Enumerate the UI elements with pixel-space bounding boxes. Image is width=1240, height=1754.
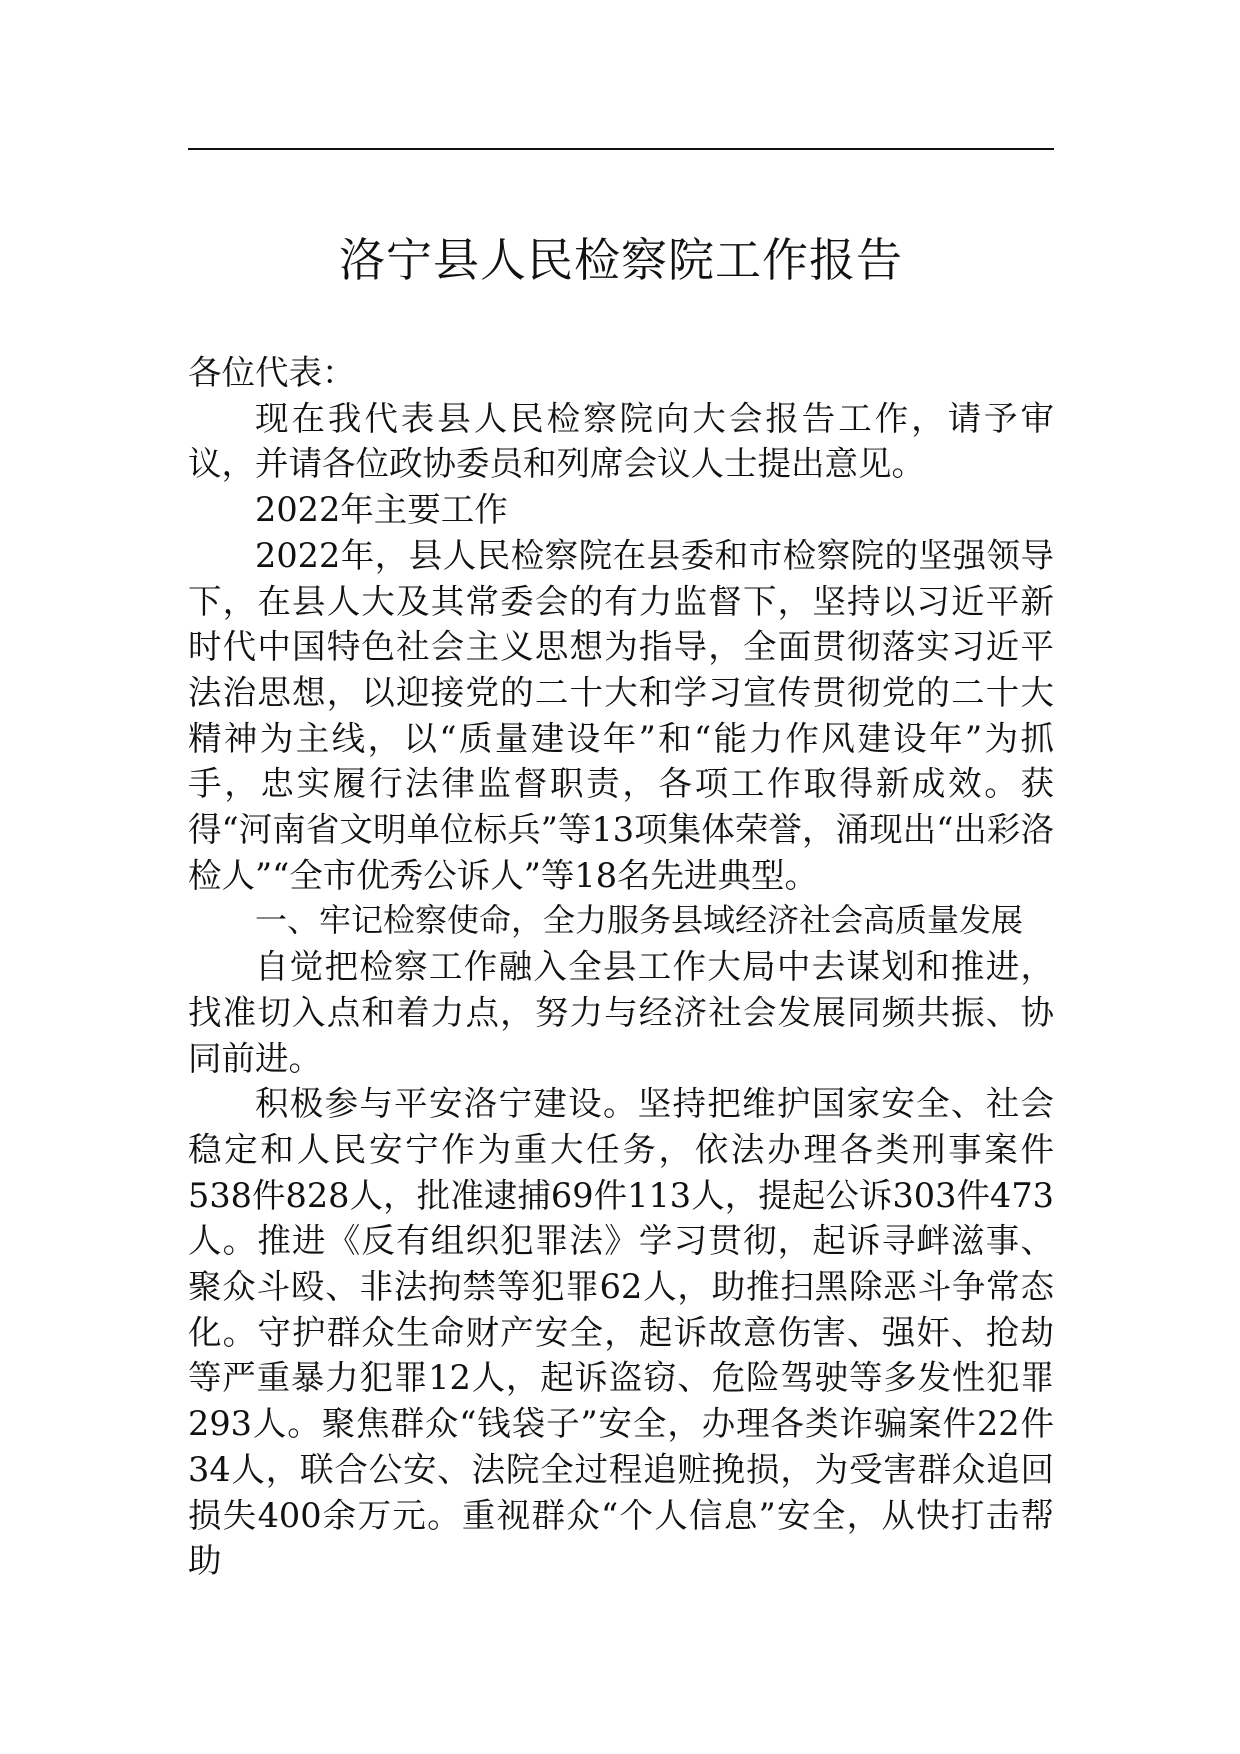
document-title: 洛宁县人民检察院工作报告 <box>339 233 903 287</box>
paragraph-intro: 现在我代表县人民检察院向大会报告工作，请予审议，并请各位政协委员和列席会议人士提出意见。 <box>188 398 1054 484</box>
salutation: 各位代表： <box>188 353 356 392</box>
header-rule <box>188 148 1054 150</box>
paragraph-summary: 2022年，县人民检察院在县委和市检察院的坚强领导下，在县人大及其常委会的有力监督下，坚持以习近平新时代中国特色社会主义思想为指导，全面贯彻落实习近平法治思想，以迎接党的二十大和学习宣传贯彻党的二十大精神为主线，以“质量建设年”和“能力作风建设年”为抓手，忠实履行法律监督职责，各项工作取得新成效。获得“河南省文明单位标兵”等13项集体荣誉，涌现出“出彩洛检人”“全市优秀公诉人”等18名先进典型。 <box>188 535 1054 895</box>
paragraph-section-one-intro: 自觉把检察工作融入全县工作大局中去谋划和推进，找准切入点和着力点，努力与经济社会发展同频共振、协同前进。 <box>188 947 1054 1078</box>
section-heading-one: 一、牢记检察使命，全力服务县域经济社会高质量发展 <box>255 901 1024 940</box>
paragraph-safe-luoning: 积极参与平安洛宁建设。坚持把维护国家安全、社会稳定和人民安宁作为重大任务，依法办理各类刑事案件538件828人，批准逮捕69件113人，提起公诉303件473人。推进《反有组织犯罪法》学习贯彻，起诉寻衅滋事、聚众斗殴、非法拘禁等犯罪62人，助推扫黑除恶斗争常态化。守护群众生命财产安全，起诉故意伤害、强奸、抢劫等严重暴力犯罪12人，起诉盗窃、危险驾驶等多发性犯罪293人。聚焦群众“钱袋子”安全，办理各类诈骗案件22件34人，联合公安、法院全过程追赃挽损，为受害群众追回损失400余万元。重视群众“个人信息”安全，从快打击帮助 <box>188 1084 1054 1581</box>
document-body <box>188 350 1054 1584</box>
section-heading-2022: 2022年主要工作 <box>255 490 508 530</box>
